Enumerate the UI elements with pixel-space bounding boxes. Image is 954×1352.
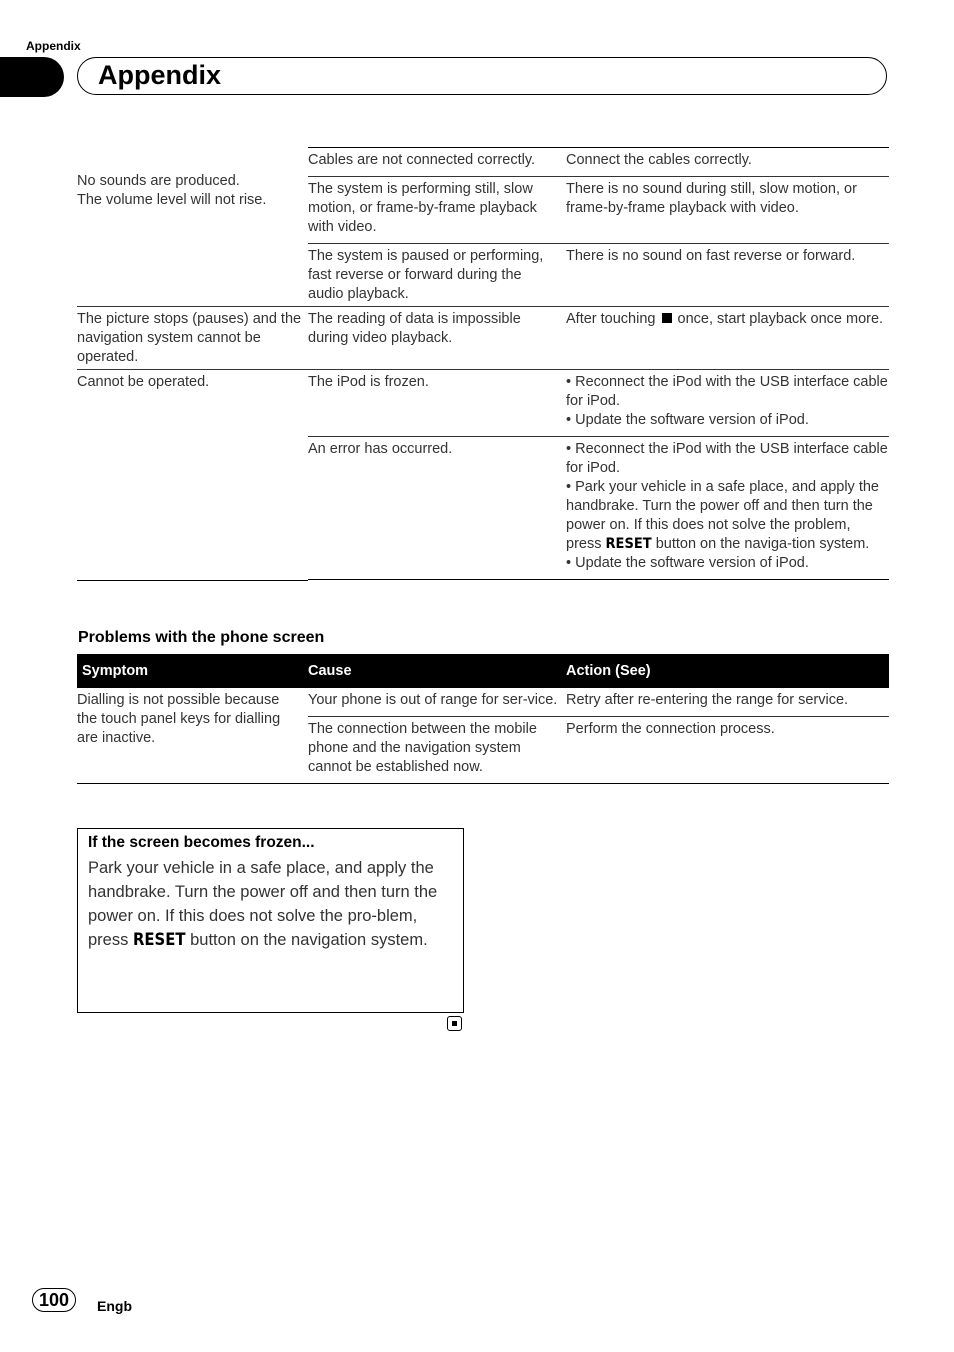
running-head: Appendix: [26, 39, 81, 53]
action-bullet: [566, 478, 889, 554]
end-of-section-icon: [447, 1016, 462, 1031]
cause-text: The reading of data is impossible during video playback.: [308, 311, 521, 346]
phone-troubleshooting-table: [77, 654, 889, 784]
action-text: There is no sound on fast reverse or forward.: [566, 248, 856, 264]
cause-text: The system is paused or performing, fast reverse or forward during the audio playback.: [308, 248, 544, 302]
note-box: [77, 828, 464, 1013]
cause-text: Cables are not connected correctly.: [308, 152, 536, 168]
cause-cell: [308, 437, 566, 580]
symptom-line: The volume level will not rise.: [77, 191, 267, 208]
action-text: Retry after re-entering the range for service.: [566, 692, 849, 708]
stop-icon: [662, 313, 672, 323]
section-heading: Problems with the phone screen: [78, 629, 325, 646]
action-text-after: once, start playback once more.: [677, 311, 884, 327]
cause-cell: [308, 688, 566, 717]
action-cell: [566, 437, 889, 580]
symptom-cell: [77, 307, 308, 370]
note-title: If the screen becomes frozen...: [88, 834, 315, 851]
column-header: Cause: [308, 662, 352, 679]
table-row: [77, 688, 889, 717]
action-cell: [566, 244, 889, 307]
action-cell: [566, 370, 889, 437]
cause-cell: [308, 177, 566, 244]
symptom-line: No sounds are produced.: [77, 172, 240, 189]
note-text-after: button on the navigation system.: [190, 931, 428, 949]
cause-cell: [308, 307, 566, 370]
table-row: [77, 148, 889, 177]
action-bullet: • Update the software version of iPod.: [566, 555, 809, 571]
reset-keyword: RESET: [132, 930, 186, 949]
action-cell: [566, 148, 889, 177]
action-text: Perform the connection process.: [566, 721, 775, 737]
cause-cell: [308, 717, 566, 784]
action-text-after: button on the naviga-tion system.: [655, 536, 870, 552]
action-text-before: After touching: [566, 311, 656, 327]
cause-text: An error has occurred.: [308, 441, 453, 457]
title-bar: [77, 57, 887, 95]
table-bottom-rule: [77, 580, 308, 581]
action-bullet: • Reconnect the iPod with the USB interface cable for iPod.: [566, 441, 888, 476]
column-header: Action (See): [566, 662, 651, 679]
action-bullet: • Update the software version of iPod.: [566, 412, 809, 428]
action-text: Connect the cables correctly.: [566, 152, 752, 168]
symptom-cell: [77, 148, 308, 307]
cause-text: Your phone is out of range for ser-vice.: [308, 692, 558, 708]
action-cell: [566, 177, 889, 244]
symptom-cell: [77, 688, 308, 784]
symptom-line: Dialling is not possible because the touch panel keys for dialling are inactive.: [77, 692, 281, 746]
action-cell: [566, 688, 889, 717]
cause-text: The iPod is frozen.: [308, 374, 429, 390]
language-code: Engb: [97, 1298, 132, 1314]
cause-text: The system is performing still, slow motion, or frame-by-frame playback with video.: [308, 181, 537, 235]
symptom-line: Cannot be operated.: [77, 374, 210, 390]
reset-keyword: RESET: [605, 536, 652, 552]
cause-cell: [308, 370, 566, 437]
table-row: [77, 370, 889, 437]
cause-cell: [308, 244, 566, 307]
action-text: There is no sound during still, slow motion, or frame-by-frame playback with video.: [566, 181, 857, 216]
page-title: Appendix: [98, 60, 222, 90]
note-text-before: Park your vehicle in a safe place, and apply the handbrake. Turn the power off and then turn the power on. If this does not solve the pro-blem, press: [88, 859, 438, 949]
table-header-row: [77, 654, 889, 688]
action-text: [566, 310, 889, 329]
troubleshooting-table: [77, 147, 889, 581]
cause-text: The connection between the mobile phone and the navigation system cannot be established now.: [308, 721, 537, 775]
symptom-line: The picture stops (pauses) and the navigation system cannot be operated.: [77, 311, 302, 365]
action-text-before: • Park your vehicle in a safe place, and apply the handbrake. Turn the power off and then turn the power on. If this does not solve the problem, press: [566, 479, 879, 552]
note-body: [88, 856, 453, 952]
symptom-cell: [77, 370, 308, 580]
action-cell: [566, 307, 889, 370]
page-number: 100: [32, 1288, 76, 1312]
action-cell: [566, 717, 889, 784]
column-header: Symptom: [82, 662, 149, 679]
action-bullet: • Reconnect the iPod with the USB interface cable for iPod.: [566, 374, 888, 409]
cause-cell: [308, 148, 566, 177]
section-tab-marker: [0, 57, 64, 97]
table-row: [77, 307, 889, 370]
